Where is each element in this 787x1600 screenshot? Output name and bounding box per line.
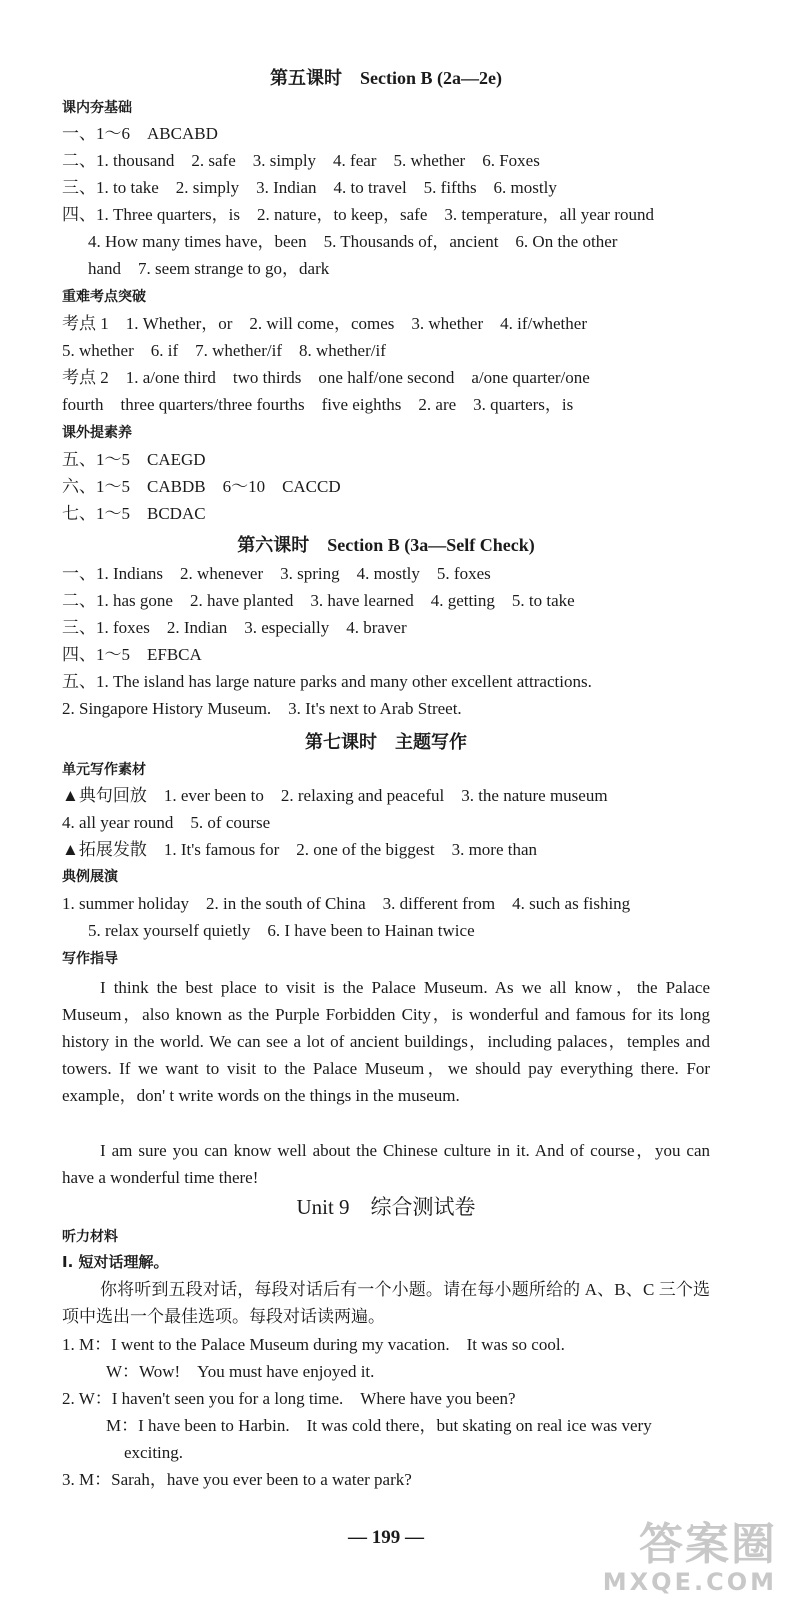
answer-line: 1. summer holiday 2. in the south of China 3. different from 4. such as fishing xyxy=(62,894,631,913)
lesson5-heading-key-points: 重难考点突破 xyxy=(62,289,146,305)
answer-line: 5. relax yourself quietly 6. I have been to Hainan twice xyxy=(88,921,475,940)
lesson7-title: 第七课时 主题写作 xyxy=(305,732,467,752)
dialogue-line: M：I have been to Harbin. It was cold there，but skating on real ice was very xyxy=(106,1416,652,1435)
essay-paragraph: I think the best place to visit is the Palace Museum. As we all know，the Palace Museum，also known as the Purple Forbidden City，is wonderful and famous for its long history in the world. We can see a lot of ancient buildings，including palaces，temples and towers. If we want to visit to the Palace Museum，we should pay everything there. For example，don' t write words on the things in the museum. xyxy=(62,978,710,1105)
answer-line: hand 7. seem strange to go，dark xyxy=(88,259,330,278)
answer-line: 一、1. Indians 2. whenever 3. spring 4. mostly 5. foxes xyxy=(62,564,491,583)
answer-line: 五、1～5 CAEGD xyxy=(62,450,206,469)
unit-test-title: Unit 9 综合测试卷 xyxy=(296,1195,476,1219)
answer-line: 七、1～5 BCDAC xyxy=(62,504,206,523)
answer-line: fourth three quarters/three fourths five eighths 2. are 3. quarters，is xyxy=(62,395,574,414)
lesson7-heading-examples: 典例展演 xyxy=(62,869,118,885)
answer-line: ▲拓展发散 1. It's famous for 2. one of the biggest 3. more than xyxy=(62,840,538,859)
answer-line: 二、1. thousand 2. safe 3. simply 4. fear 5. whether 6. Foxes xyxy=(62,151,540,170)
watermark-url: MXQE.COM xyxy=(602,1568,777,1596)
answer-line: 三、1. foxes 2. Indian 3. especially 4. braver xyxy=(62,618,407,637)
answer-line: 二、1. has gone 2. have planted 3. have learned 4. getting 5. to take xyxy=(62,591,575,610)
listening-heading: 听力材料 xyxy=(62,1229,118,1245)
dialogue-line: 3. M：Sarah，have you ever been to a water park? xyxy=(62,1470,412,1489)
answer-line: 四、1. Three quarters，is 2. nature，to keep，safe 3. temperature，all year round xyxy=(62,205,654,224)
answer-line: 考点 2 1. a/one third two thirds one half/one second a/one quarter/one xyxy=(62,368,590,387)
answer-line: 六、1～5 CABDB 6～10 CACCD xyxy=(62,477,341,496)
dialogue-line: 1. M：I went to the Palace Museum during my vacation. It was so cool. xyxy=(62,1335,565,1354)
lesson5-heading-extra: 课外提素养 xyxy=(62,425,132,441)
answer-line: ▲典句回放 1. ever been to 2. relaxing and peaceful 3. the nature museum xyxy=(62,786,608,805)
lesson7-heading-guidance: 写作指导 xyxy=(62,951,118,967)
lesson5-heading-basic: 课内夯基础 xyxy=(62,100,132,116)
answer-line: 四、1～5 EFBCA xyxy=(62,645,202,664)
answer-line: 三、1. to take 2. simply 3. Indian 4. to travel 5. fifths 6. mostly xyxy=(62,178,557,197)
dialogue-line: exciting. xyxy=(124,1443,184,1462)
answer-line: 2. Singapore History Museum. 3. It's next to Arab Street. xyxy=(62,699,462,718)
lesson7-heading-materials: 单元写作素材 xyxy=(62,762,146,778)
answer-line: 五、1. The island has large nature parks and many other excellent attractions. xyxy=(62,672,592,691)
section-heading: Ⅰ. 短对话理解。 xyxy=(62,1253,169,1271)
dialogue-line: 2. W：I haven't seen you for a long time. Where have you been? xyxy=(62,1389,516,1408)
essay-paragraph: I am sure you can know well about the Chinese culture in it. And of course，you can have a wonderful time there! xyxy=(62,1141,710,1187)
lesson5-title: 第五课时 Section B (2a—2e) xyxy=(270,68,502,88)
watermark-logo xyxy=(602,1519,777,1596)
answer-line: 一、1～6 ABCABD xyxy=(62,124,218,143)
dialogue-line: W：Wow! You must have enjoyed it. xyxy=(106,1362,375,1381)
lesson6-title: 第六课时 Section B (3a—Self Check) xyxy=(237,535,535,555)
instructions: 你将听到五段对话，每段对话后有一个小题。请在每小题所给的 A、B、C 三个选项中选出一个最佳选项。每段对话读两遍。 xyxy=(62,1280,710,1326)
watermark-text: 答案圈 xyxy=(639,1519,777,1570)
answer-line: 4. all year round 5. of course xyxy=(62,813,271,832)
page-number: — 199 — xyxy=(348,1527,424,1548)
answer-line: 考点 1 1. Whether，or 2. will come，comes 3. whether 4. if/whether xyxy=(62,314,587,333)
answer-line: 5. whether 6. if 7. whether/if 8. whether/if xyxy=(62,341,386,360)
answer-line: 4. How many times have，been 5. Thousands of，ancient 6. On the other xyxy=(88,232,618,251)
